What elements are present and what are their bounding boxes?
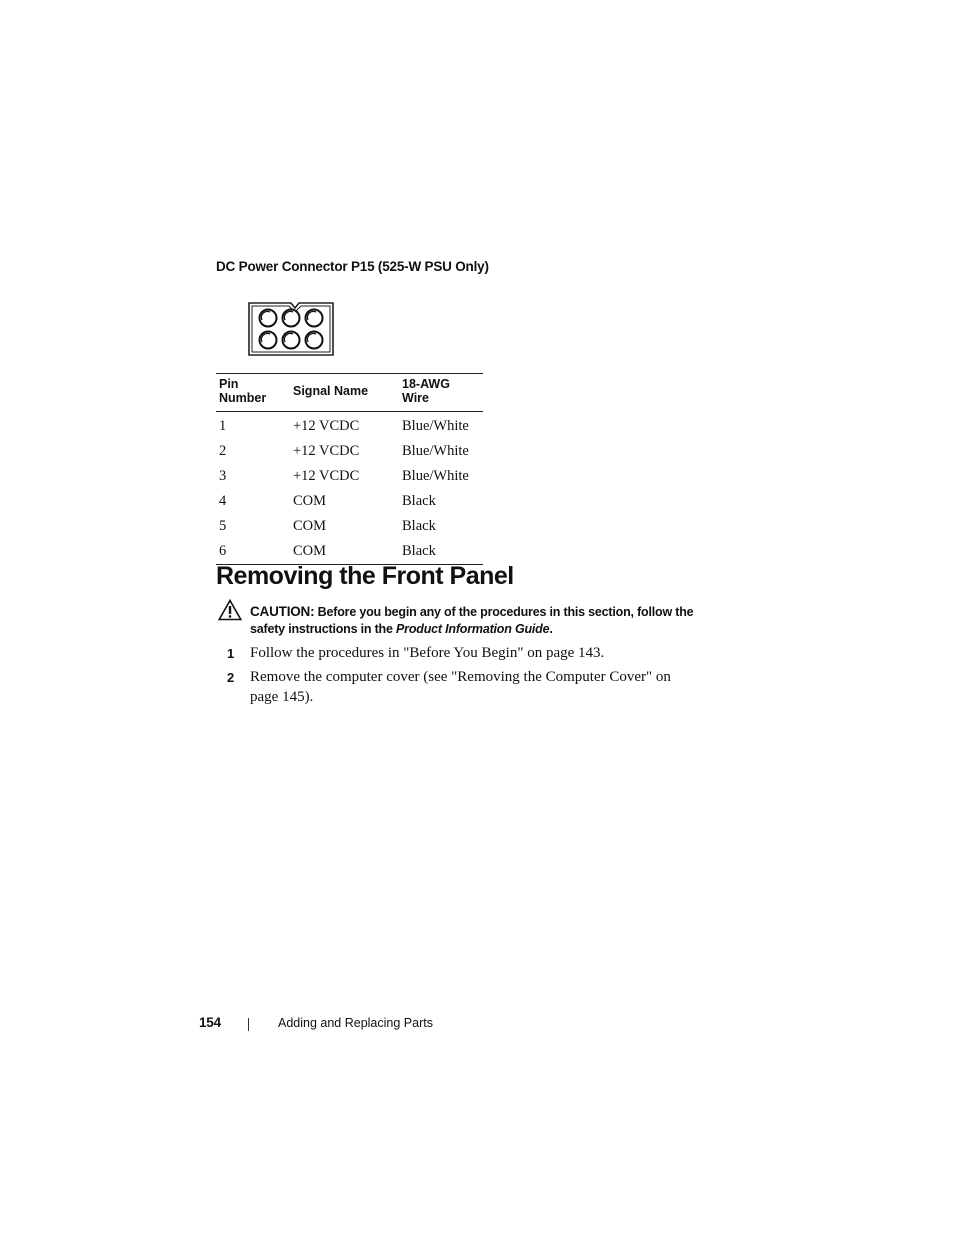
table-row [216, 539, 483, 565]
section-title: Removing the Front Panel [216, 562, 514, 590]
step-text: Follow the procedures in "Before You Begin" on page 143. [250, 645, 605, 661]
table-row [216, 412, 483, 440]
caution-text-end: . [549, 622, 553, 636]
step-number: 1 [227, 646, 235, 661]
pin-number-cell: 1 [219, 418, 227, 434]
signal-name-cell: +12 VCDC [293, 468, 360, 484]
pin-number-cell: 2 [219, 443, 227, 459]
header-signal-name: Signal Name [290, 374, 399, 412]
signal-name-cell: +12 VCDC [293, 443, 360, 459]
pin-number-cell: 6 [216, 539, 290, 565]
header-pin-number: Pin Number [216, 374, 290, 412]
wire-color-cell: Blue/White [402, 443, 469, 459]
wire-color-cell: Blue/White [402, 468, 469, 484]
step-text: Remove the computer cover (see "Removing the Computer Cover" on page 145). [250, 669, 671, 705]
table-header-row [216, 374, 483, 412]
pin-table [216, 373, 483, 565]
table-row [216, 514, 483, 539]
warning-triangle-icon [218, 599, 242, 621]
step-number: 2 [227, 670, 235, 685]
pin-number-cell: 3 [219, 468, 227, 484]
signal-name-cell: COM [293, 493, 327, 509]
table-row [216, 439, 483, 464]
page-number: 154 [199, 1015, 221, 1030]
caution-label: CAUTION: [250, 604, 315, 619]
connector-diagram [247, 299, 335, 359]
caution-text: Before you begin any of the procedures in this section, follow the safety instructions in the [250, 605, 694, 636]
caution-note [250, 603, 700, 638]
guide-title: Product Information Guide [396, 622, 550, 636]
wire-color-cell: Black [399, 539, 483, 565]
pin-number-cell: 4 [219, 493, 227, 509]
connector-subheading: DC Power Connector P15 (525-W PSU Only) [216, 259, 489, 274]
wire-color-cell: Blue/White [402, 418, 469, 434]
wire-color-cell: Black [402, 518, 436, 534]
signal-name-cell: COM [293, 518, 327, 534]
signal-name-cell: +12 VCDC [293, 418, 360, 434]
header-wire: 18-AWG Wire [399, 374, 483, 412]
table-row [216, 489, 483, 514]
signal-name-cell: COM [290, 539, 399, 565]
footer-chapter: Adding and Replacing Parts [278, 1016, 433, 1030]
wire-color-cell: Black [402, 493, 436, 509]
footer-divider [248, 1018, 249, 1031]
table-row [216, 464, 483, 489]
pin-number-cell: 5 [219, 518, 227, 534]
